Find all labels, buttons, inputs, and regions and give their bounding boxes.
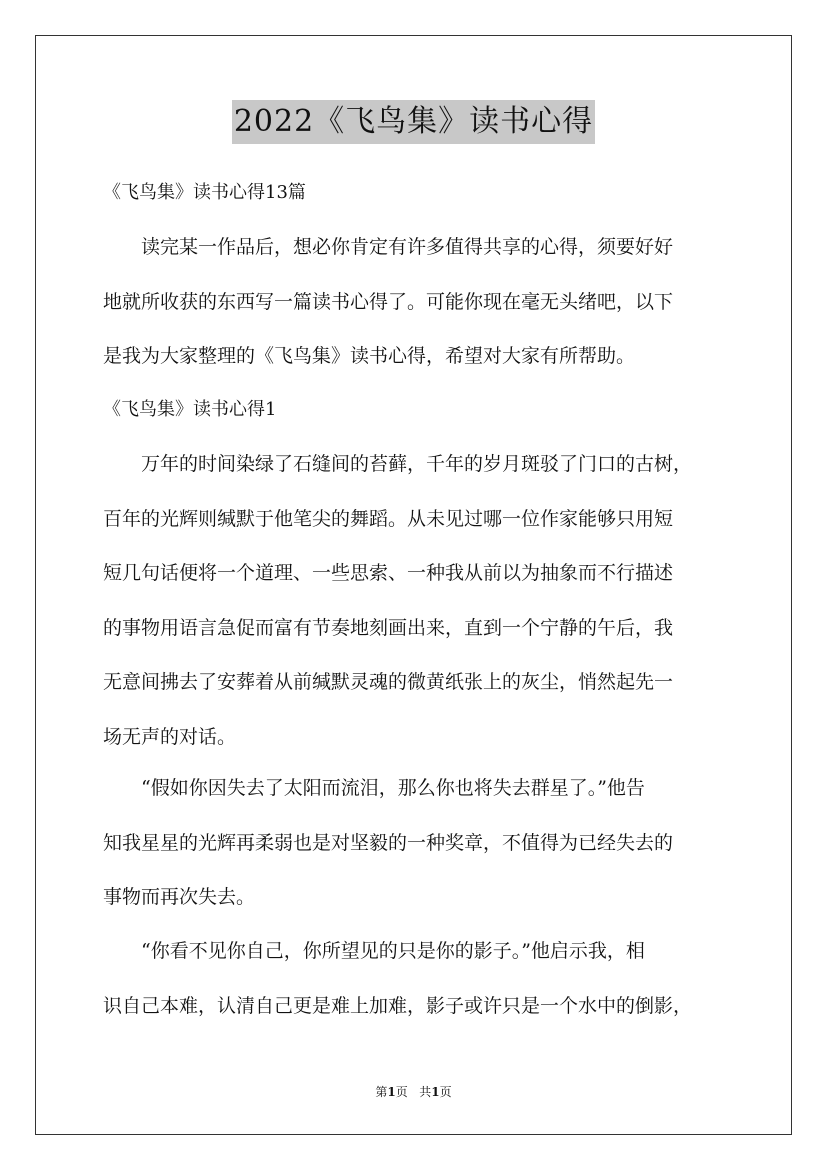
document-subtitle: 《飞鸟集》读书心得13篇 bbox=[103, 182, 306, 203]
page-prefix: 第 bbox=[375, 1085, 388, 1099]
document-title: 2022《飞鸟集》读书心得 bbox=[232, 100, 595, 144]
paragraph-line: 识自己本难，认清自己更是难上加难，影子或许只是一个水中的倒影， bbox=[103, 994, 693, 1017]
paragraph-line: 万年的时间染绿了石缝间的苔藓，千年的岁月斑驳了门口的古树， bbox=[141, 453, 693, 475]
title-container bbox=[0, 100, 827, 144]
paragraph-3 bbox=[103, 924, 733, 1033]
total-suffix: 页 bbox=[439, 1085, 452, 1099]
intro-line: 地就所收获的东西写一篇读书心得了。可能你现在毫无头绪吧，以下 bbox=[103, 290, 674, 313]
paragraph-line: 无意间拂去了安葬着从前缄默灵魂的微黄纸张上的灰尘，悄然起先一 bbox=[103, 671, 674, 693]
intro-paragraph bbox=[103, 220, 733, 384]
paragraph-1 bbox=[103, 437, 733, 764]
paragraph-line: 知我星星的光辉再柔弱也是对坚毅的一种奖章，不值得为已经失去的 bbox=[103, 831, 674, 854]
paragraph-line: 百年的光辉则缄默于他笔尖的舞蹈。从未见过哪一位作家能够只用短 bbox=[103, 507, 674, 530]
page-number: 1 bbox=[387, 1085, 396, 1099]
total-prefix: 共 bbox=[419, 1085, 432, 1099]
paragraph-line: 事物而再次失去。 bbox=[103, 886, 256, 908]
paragraph-line: 的事物用语言急促而富有节奏地刻画出来，直到一个宁静的午后，我 bbox=[103, 616, 674, 639]
total-number: 1 bbox=[431, 1085, 440, 1099]
paragraph-line: “假如你因失去了太阳而流泪，那么你也将失去群星了。”他告 bbox=[141, 777, 645, 799]
intro-line: 读完某一作品后，想必你肯定有许多值得共享的心得，须要好好 bbox=[141, 236, 674, 258]
intro-line: 是我为大家整理的《飞鸟集》读书心得，希望对大家有所帮助。 bbox=[103, 345, 636, 367]
paragraph-line: “你看不见你自己，你所望见的只是你的影子。”他启示我，相 bbox=[141, 940, 645, 962]
section-heading: 《飞鸟集》读书心得1 bbox=[103, 399, 277, 420]
paragraph-line: 短几句话便将一个道理、一些思索、一种我从前以为抽象而不行描述 bbox=[103, 562, 674, 584]
paragraph-2 bbox=[103, 761, 733, 925]
page-footer bbox=[0, 1083, 827, 1101]
paragraph-line: 场无声的对话。 bbox=[103, 725, 237, 748]
page-suffix: 页 bbox=[395, 1085, 408, 1099]
